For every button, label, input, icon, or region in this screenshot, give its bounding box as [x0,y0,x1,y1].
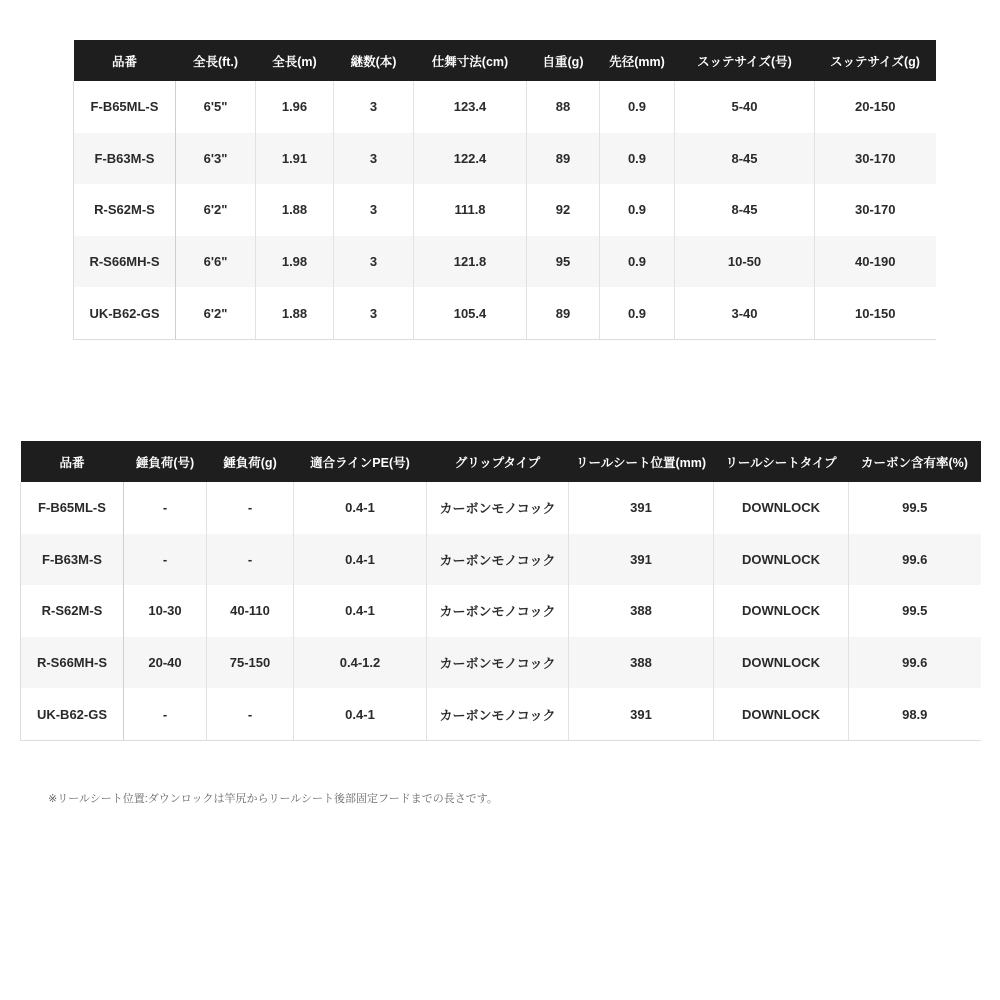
table-header-row [74,40,936,81]
table-cell: - [124,534,207,586]
table-cell: 388 [569,637,714,689]
table-row [74,81,936,133]
table-cell-model: F-B65ML-S [74,81,176,133]
table-cell: 1.88 [256,287,334,339]
table-row [21,688,981,740]
table-cell: 89 [527,133,600,185]
table-cell: 391 [569,482,714,534]
table-cell: 8-45 [675,184,815,236]
table-cell-model: R-S66MH-S [74,236,176,288]
table-cell: 10-30 [124,585,207,637]
table-cell: 88 [527,81,600,133]
table-cell-model: UK-B62-GS [74,287,176,339]
column-header-carbon-content: カーボン含有率(%) [849,441,981,482]
column-header-length-m: 全長(m) [256,40,334,81]
table-cell: 3 [334,287,414,339]
table-cell: カーボンモノコック [427,482,569,534]
table-cell: - [207,534,294,586]
table-row [21,482,981,534]
table-cell: 122.4 [414,133,527,185]
table-row [21,534,981,586]
table-cell: 99.6 [849,534,981,586]
column-header-model: 品番 [74,40,176,81]
table-cell: 3 [334,184,414,236]
table-cell-model: F-B63M-S [74,133,176,185]
table-row [74,184,936,236]
column-header-pieces: 継数(本) [334,40,414,81]
table-cell: 0.4-1 [294,585,427,637]
table-cell: カーボンモノコック [427,688,569,740]
table-cell: 0.4-1.2 [294,637,427,689]
table-row [21,585,981,637]
table-cell: 391 [569,534,714,586]
column-header-length-ft: 全長(ft.) [176,40,256,81]
table-cell: カーボンモノコック [427,585,569,637]
table-cell: 40-190 [815,236,936,288]
table-cell-model: R-S66MH-S [21,637,124,689]
table-cell: 121.8 [414,236,527,288]
table-cell: DOWNLOCK [714,585,849,637]
table-cell: DOWNLOCK [714,688,849,740]
column-header-grip-type: グリップタイプ [427,441,569,482]
table-header-row [21,441,981,482]
column-header-reel-seat-position: リールシート位置(mm) [569,441,714,482]
column-header-sinker-load-g: 錘負荷(g) [207,441,294,482]
table-cell: 0.9 [600,81,675,133]
spec-table-1 [73,40,936,340]
table-cell: 20-40 [124,637,207,689]
table-cell: カーボンモノコック [427,534,569,586]
table-cell: 6'6" [176,236,256,288]
table-cell: 0.4-1 [294,482,427,534]
table-cell: 0.9 [600,133,675,185]
table-cell: 111.8 [414,184,527,236]
table-cell: 92 [527,184,600,236]
column-header-closed-length: 仕舞寸法(cm) [414,40,527,81]
table-cell: DOWNLOCK [714,534,849,586]
table-cell: 0.9 [600,184,675,236]
table-cell: 75-150 [207,637,294,689]
footnote: ※リールシート位置:ダウンロックは竿尻からリールシート後部固定フードまでの長さです。 [48,793,498,805]
table-row [74,236,936,288]
table-cell: 5-40 [675,81,815,133]
table-cell: 6'5" [176,81,256,133]
table-cell: 0.9 [600,287,675,339]
table-cell: 1.88 [256,184,334,236]
column-header-pe-line: 適合ラインPE(号) [294,441,427,482]
table-cell: 10-50 [675,236,815,288]
table-cell: 3-40 [675,287,815,339]
table-cell: 8-45 [675,133,815,185]
table-cell: 89 [527,287,600,339]
table-row [21,637,981,689]
column-header-sutte-size-g: スッテサイズ(g) [815,40,936,81]
table-cell: 20-150 [815,81,936,133]
table-cell: 6'2" [176,184,256,236]
table-cell: 6'3" [176,133,256,185]
column-header-sinker-load-go: 錘負荷(号) [124,441,207,482]
table-cell-model: R-S62M-S [21,585,124,637]
table-cell: 0.4-1 [294,534,427,586]
table-cell: 0.4-1 [294,688,427,740]
table-cell: 123.4 [414,81,527,133]
table-cell: 30-170 [815,133,936,185]
table-cell: 3 [334,133,414,185]
table-cell-model: R-S62M-S [74,184,176,236]
table-cell: 99.5 [849,585,981,637]
column-header-tip-diameter: 先径(mm) [600,40,675,81]
table-cell: 388 [569,585,714,637]
table-cell: 1.96 [256,81,334,133]
table-cell: 0.9 [600,236,675,288]
table-cell: 40-110 [207,585,294,637]
table-cell: - [124,482,207,534]
table-cell: DOWNLOCK [714,637,849,689]
table-row [74,287,936,339]
table-cell: 99.6 [849,637,981,689]
table-cell-model: F-B65ML-S [21,482,124,534]
table-cell: カーボンモノコック [427,637,569,689]
column-header-reel-seat-type: リールシートタイプ [714,441,849,482]
table-cell: 6'2" [176,287,256,339]
table-row [74,133,936,185]
table-cell: DOWNLOCK [714,482,849,534]
table-cell: - [207,688,294,740]
column-header-sutte-size-go: スッテサイズ(号) [675,40,815,81]
table-cell: 105.4 [414,287,527,339]
table-cell: 3 [334,236,414,288]
column-header-weight: 自重(g) [527,40,600,81]
table-cell: 1.91 [256,133,334,185]
table-cell: - [207,482,294,534]
table-cell: 98.9 [849,688,981,740]
table-cell: 3 [334,81,414,133]
table-cell: 10-150 [815,287,936,339]
table-cell: 99.5 [849,482,981,534]
column-header-model: 品番 [21,441,124,482]
spec-table-2 [20,441,981,741]
table-cell: - [124,688,207,740]
table-cell-model: UK-B62-GS [21,688,124,740]
table-cell: 1.98 [256,236,334,288]
table-cell: 30-170 [815,184,936,236]
table-cell: 95 [527,236,600,288]
table-cell: 391 [569,688,714,740]
table-cell-model: F-B63M-S [21,534,124,586]
